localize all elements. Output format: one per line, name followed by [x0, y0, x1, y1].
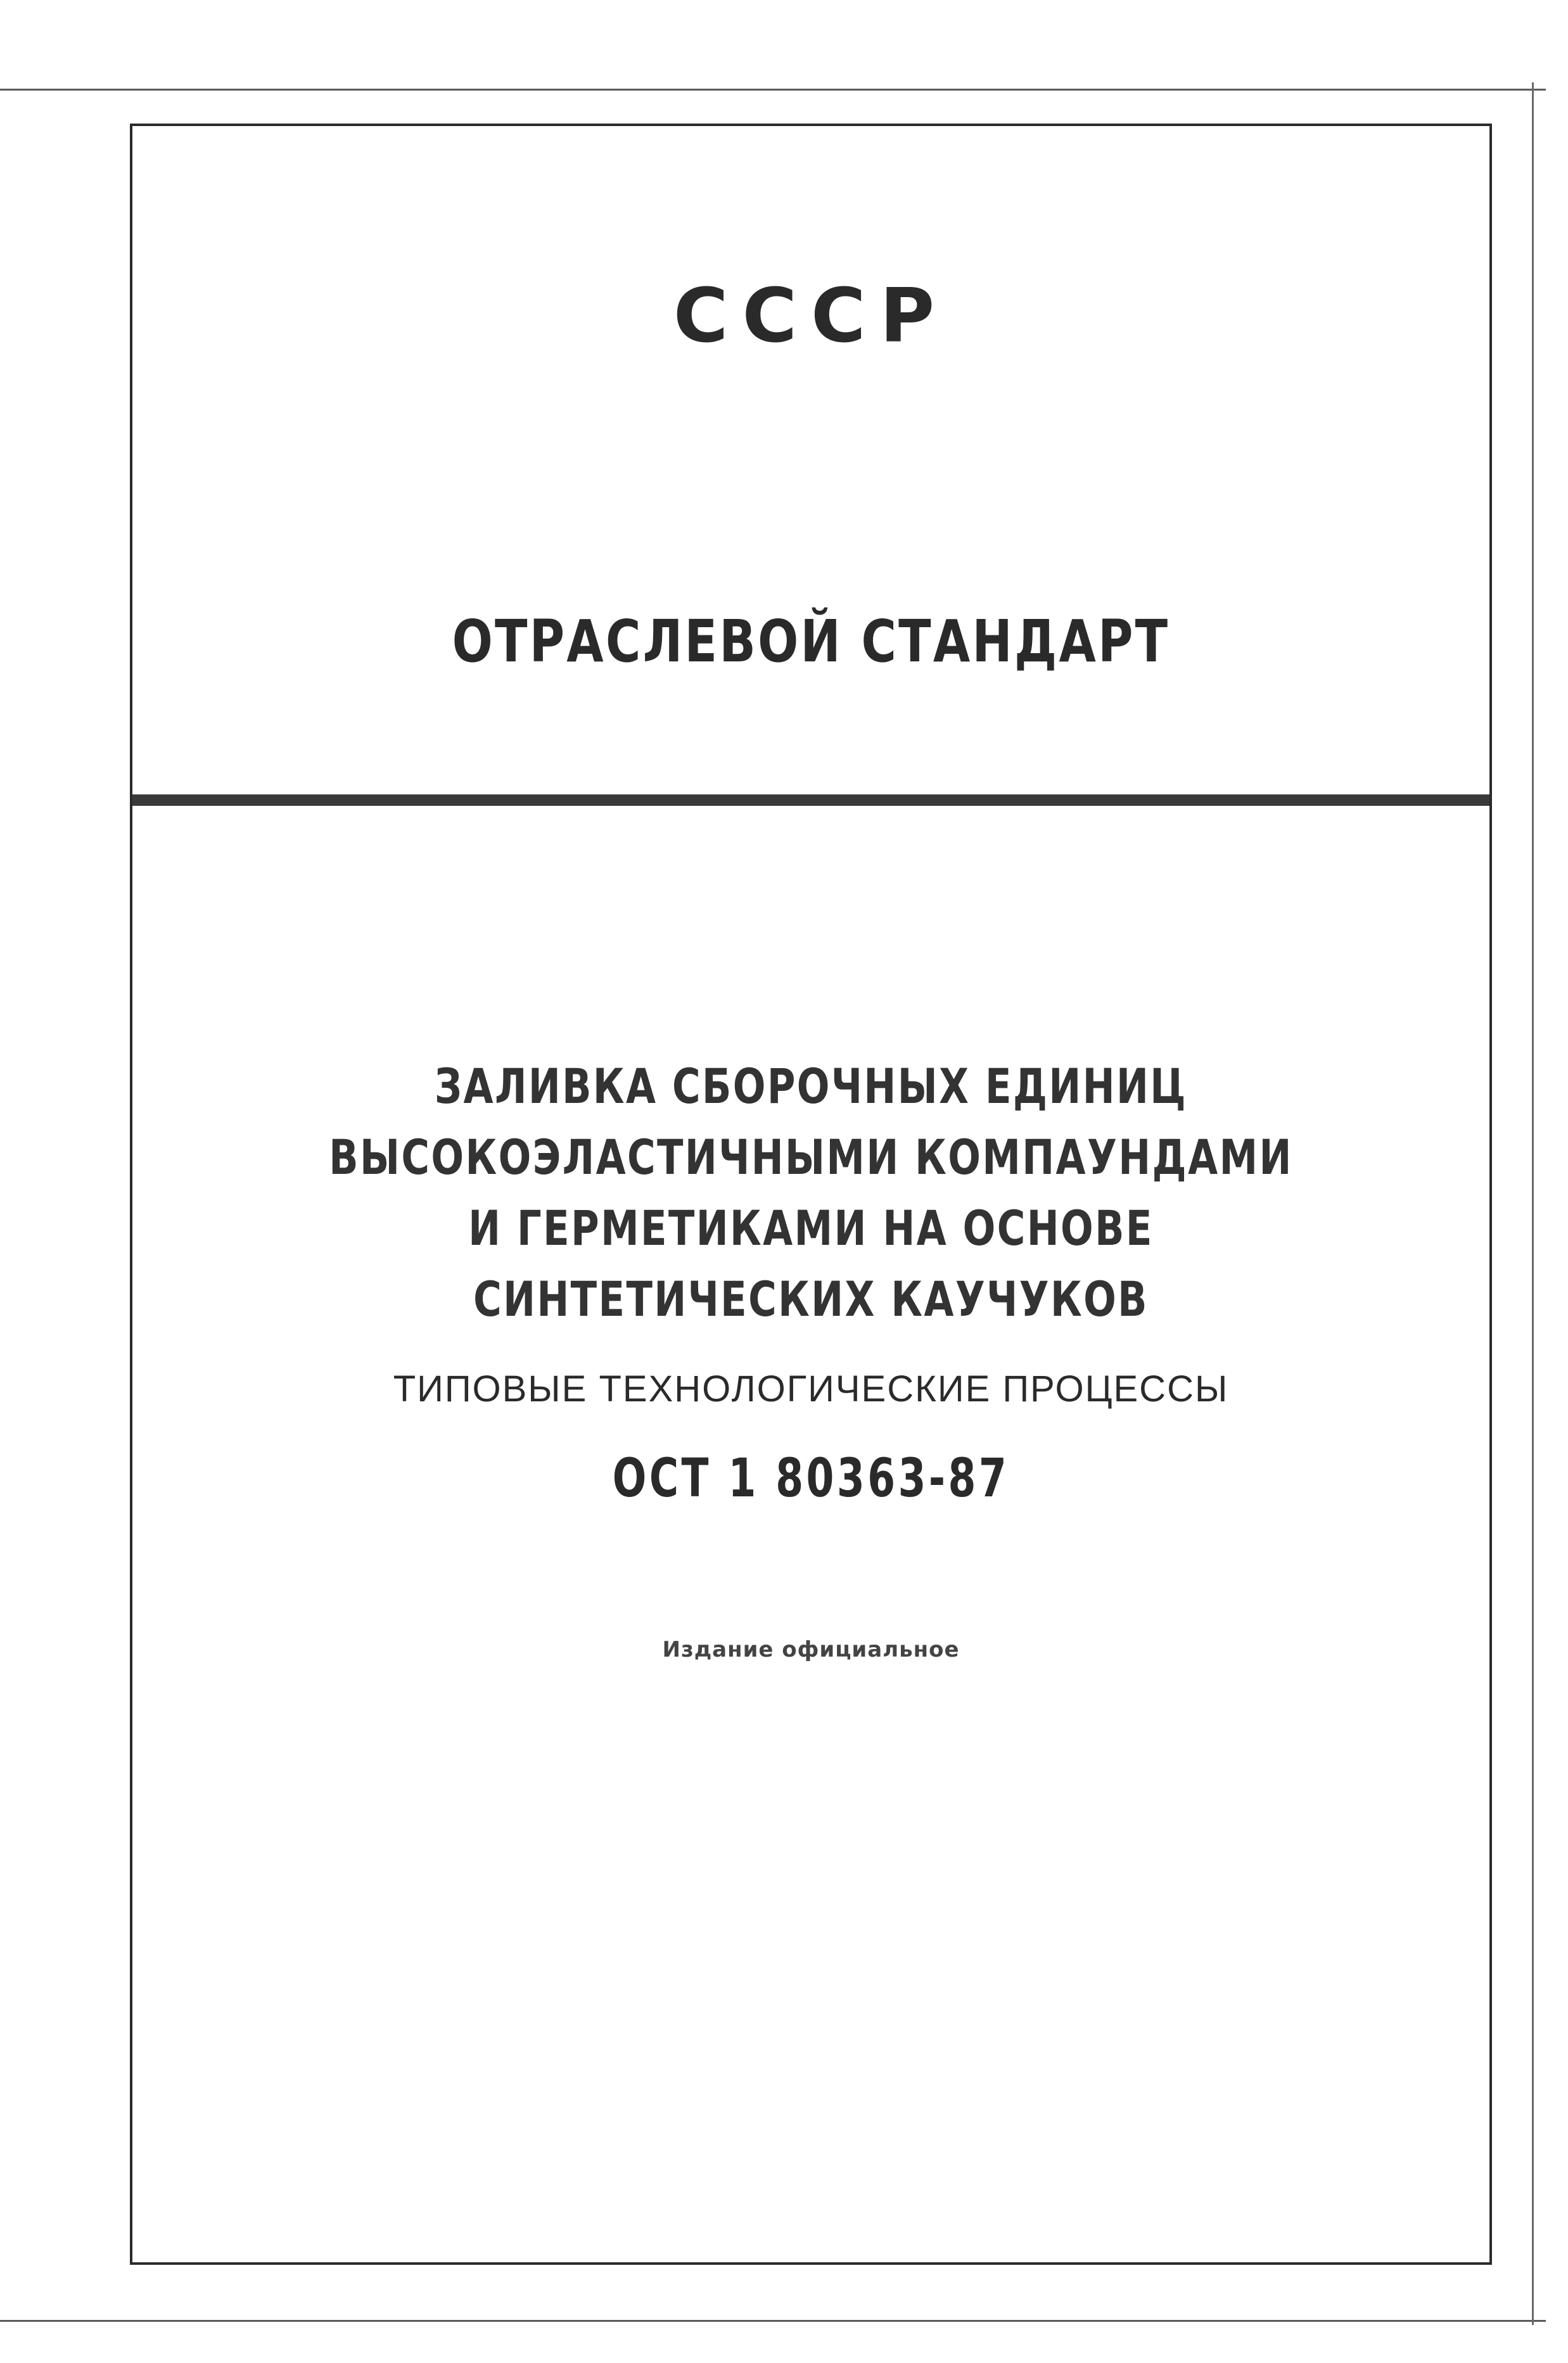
- title-line-1: ЗАЛИВКА СБОРОЧНЫХ ЕДИНИЦ: [434, 1058, 1188, 1114]
- standard-type-heading: ОТРАСЛЕВОЙ СТАНДАРТ: [452, 608, 1170, 675]
- scan-edge-bottom: [0, 2320, 1546, 2322]
- scan-edge-top: [0, 89, 1546, 91]
- standard-code: ОСТ 1 80363-87: [612, 1447, 1010, 1509]
- document-title: [132, 1051, 1489, 1335]
- title-line-4: СИНТЕТИЧЕСКИХ КАУЧУКОВ: [473, 1271, 1149, 1327]
- title-line-2: ВЫСОКОЭЛАСТИЧНЫМИ КОМПАУНДАМИ: [329, 1129, 1293, 1185]
- scan-edge-right: [1532, 82, 1534, 2325]
- cover-frame: [130, 124, 1492, 2265]
- title-line-3: И ГЕРМЕТИКАМИ НА ОСНОВЕ: [468, 1200, 1154, 1256]
- section-divider: [132, 794, 1489, 806]
- document-subtitle: ТИПОВЫЕ ТЕХНОЛОГИЧЕСКИЕ ПРОЦЕССЫ: [393, 1368, 1229, 1410]
- country-heading: СССР: [673, 272, 949, 359]
- edition-note: Издание официальное: [662, 1637, 960, 1662]
